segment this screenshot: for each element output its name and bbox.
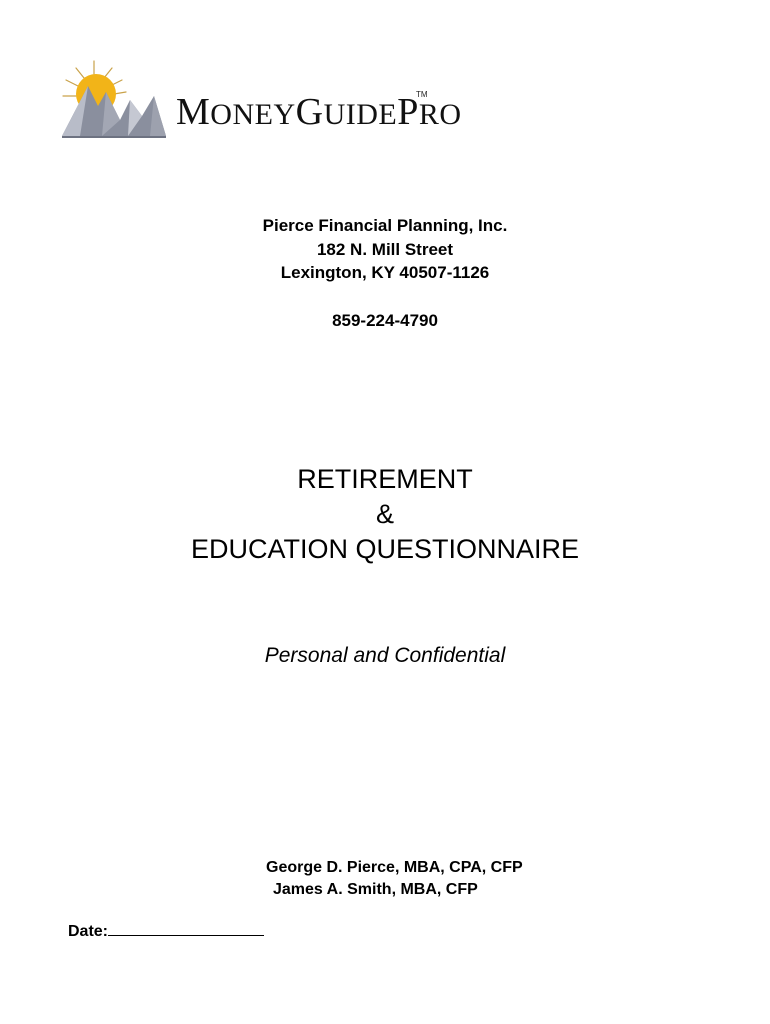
firm-city-state-zip: Lexington, KY 40507-1126	[280, 263, 490, 282]
date-label: Date:	[68, 923, 109, 940]
date-field[interactable]	[68, 921, 264, 941]
advisor-name: George D. Pierce, MBA, CPA, CFP	[266, 859, 523, 876]
confidentiality-note: Personal and Confidential	[264, 644, 506, 667]
trademark-mark: TM	[416, 90, 428, 99]
title-line-1: RETIREMENT	[297, 464, 473, 494]
advisor-name: James A. Smith, MBA, CFP	[273, 881, 478, 898]
document-title	[0, 462, 770, 567]
title-line-2: &	[375, 499, 394, 529]
logo-wordmark: MONEYGUIDEPRO	[176, 91, 462, 133]
firm-name: Pierce Financial Planning, Inc.	[262, 216, 508, 235]
firm-address-block	[0, 214, 770, 285]
firm-street: 182 N. Mill Street	[316, 239, 454, 259]
sun-mountain-icon	[58, 56, 178, 144]
firm-phone: 859-224-4790	[332, 311, 438, 330]
moneyguidepro-logo	[58, 56, 462, 144]
date-blank-line[interactable]	[108, 921, 264, 936]
title-line-3: EDUCATION QUESTIONNAIRE	[190, 534, 580, 564]
